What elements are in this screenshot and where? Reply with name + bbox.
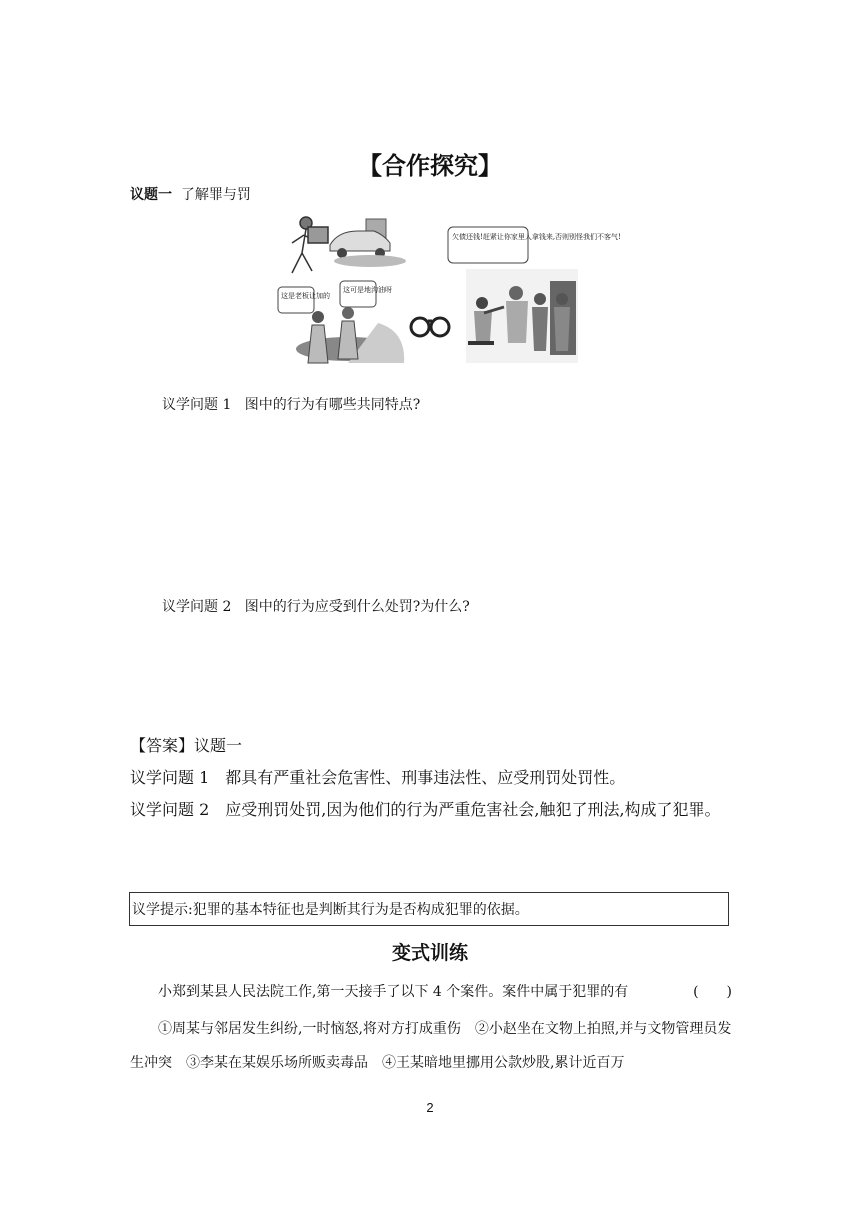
- topic-text: 了解罪与罚: [180, 187, 251, 203]
- topic-label: 议题一: [130, 187, 172, 203]
- question-2: [162, 596, 470, 616]
- crime-illustration: [278, 213, 621, 375]
- question-1-label: 议学问题 1: [162, 397, 232, 413]
- bubble-debt-text: 欠债还钱!赶紧让你家里人拿钱来,否则别怪我们不客气!: [452, 233, 621, 241]
- section-title: 【合作探究】: [358, 152, 502, 180]
- hint-box: 议学提示:犯罪的基本特征也是判断其行为是否构成犯罪的依据。: [129, 892, 729, 926]
- answer-blank: ( ): [693, 984, 732, 1000]
- topic-line: [130, 184, 251, 204]
- exercise-title: 变式训练: [391, 942, 468, 964]
- bubble-boss-text: 这是老板让加的: [281, 292, 330, 300]
- exercise-stem: [130, 978, 732, 1006]
- question-1: [162, 394, 420, 414]
- answer-q1: 议学问题 1 都具有严重社会危害性、刑事违法性、应受刑罚处罚性。: [130, 768, 626, 787]
- kidnapping-scene-icon: [466, 269, 578, 363]
- question-2-label: 议学问题 2: [162, 599, 232, 615]
- bubble-oil-text: 这可是地沟油呀: [343, 286, 392, 294]
- thief-running-icon: [292, 217, 328, 273]
- bubble-oil: [340, 281, 392, 307]
- bubble-boss: [278, 287, 330, 313]
- answer-heading: 【答案】议题一: [130, 736, 243, 755]
- exercise-options: ①周某与邻居发生纠纷,一时恼怒,将对方打成重伤 ②小赵坐在文物上拍照,并与文物管理员发生冲突 ③李某在某娱乐场所贩卖毒品 ④王某暗地里挪用公款炒股,累计近百万: [130, 1021, 732, 1071]
- answer-body: [130, 762, 732, 826]
- page-number: 2: [426, 1100, 434, 1115]
- bubble-debt: [448, 227, 621, 263]
- car-icon: [330, 219, 406, 267]
- answer-q2: 议学问题 2 应受刑罚处罚,因为他们的行为严重危害社会,触犯了刑法,构成了犯罪。: [130, 800, 721, 819]
- cooks-scene-icon: [296, 307, 404, 363]
- question-1-text: 图中的行为有哪些共同特点?: [244, 397, 421, 413]
- handcuffs-icon: [411, 318, 449, 336]
- question-2-text: 图中的行为应受到什么处罚?为什么?: [244, 599, 470, 615]
- exercise-stem-text: 小郑到某县人民法院工作,第一天接手了以下 4 个案件。案件中属于犯罪的有: [158, 984, 629, 1000]
